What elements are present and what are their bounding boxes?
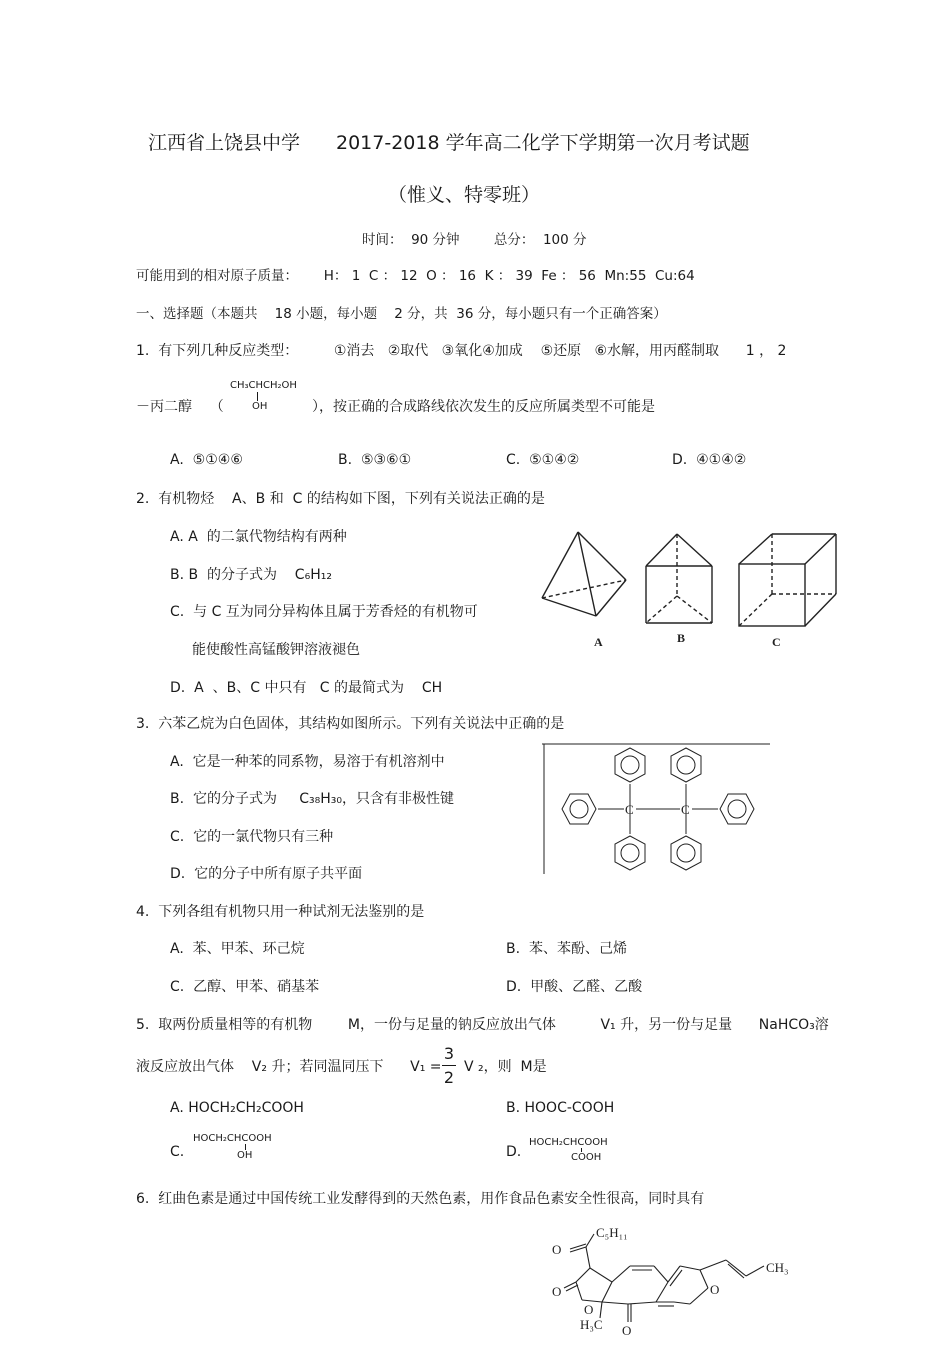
q5-option-d-top: HOCH₂CHCOOH xyxy=(529,1137,608,1148)
q5-option-c-top: HOCH₂CHCOOH xyxy=(193,1133,272,1144)
atom-label-o: O xyxy=(552,1284,562,1299)
atom-label-o: O xyxy=(584,1302,594,1317)
q4-stem: 4. 下列各组有机物只用一种试剂无法鉴别的是 xyxy=(136,904,425,920)
paper-subtitle: （惟义、特零班） xyxy=(388,184,541,206)
q5-fraction-numerator: 3 xyxy=(443,1044,455,1063)
carbon-label: C xyxy=(681,802,690,817)
q4-option-b: B. 苯、苯酚、己烯 xyxy=(506,941,627,957)
label-c: C xyxy=(772,635,781,649)
benzene-ring xyxy=(720,794,754,824)
benzene-ring xyxy=(615,748,645,782)
q5-stem-line2: 液反应放出气体 V₂ 升；若同温同压下 V₁ = xyxy=(136,1059,442,1075)
atom-label-c5h11: C₅H₁₁ xyxy=(596,1225,628,1240)
q1-stem-line2-prefix: －丙二醇 （ xyxy=(136,399,224,415)
cube-c xyxy=(739,534,836,626)
benzene-ring xyxy=(671,836,701,870)
paper-title: 2017-2018 学年高二化学下学期第一次月考试题 xyxy=(336,132,750,154)
q4-option-c: C. 乙醇、甲苯、硝基苯 xyxy=(170,979,320,995)
atom-label-h3c: H₃C xyxy=(580,1317,603,1332)
time-info: 时间： 90 分钟 总分： 100 分 xyxy=(362,232,587,248)
prism-b xyxy=(646,534,712,623)
q2-option-a: A. A 的二氯代物结构有两种 xyxy=(170,529,347,545)
q4-option-a: A. 苯、甲苯、环己烷 xyxy=(170,941,305,957)
q2-stem: 2. 有机物烃 A、B 和 C 的结构如下图，下列有关说法正确的是 xyxy=(136,491,545,507)
q1-structure-bottom: OH xyxy=(252,401,268,412)
q5-option-b: B. HOOC-COOH xyxy=(506,1100,615,1116)
q1-stem-line1: 1. 有下列几种反应类型： ①消去 ②取代 ③氧化④加成 ⑤还原 ⑥水解，用丙醛制取 1 ， 2 xyxy=(136,343,787,359)
q1-option-b: B. ⑤③⑥① xyxy=(338,452,412,468)
q4-option-d: D. 甲酸、乙醛、乙酸 xyxy=(506,979,643,995)
q1-structure-top: CH₃CHCH₂OH xyxy=(230,380,297,391)
q1-structure xyxy=(230,380,297,413)
q2-figure xyxy=(536,528,846,658)
q1-stem-line2-suffix: ），按正确的合成路线依次发生的反应所属类型不可能是 xyxy=(312,399,655,415)
benzene-ring xyxy=(671,748,701,782)
q2-option-c-line2: 能使酸性高锰酸钾溶液褪色 xyxy=(192,642,360,658)
carbon-label: C xyxy=(625,802,634,817)
q5-option-d-structure xyxy=(529,1137,608,1163)
q3-stem: 3. 六苯乙烷为白色固体，其结构如图所示。下列有关说法中正确的是 xyxy=(136,716,565,732)
q5-fraction xyxy=(442,1044,456,1087)
q6-monascus-pigment-figure xyxy=(540,1222,800,1343)
q1-option-a: A. ⑤①④⑥ xyxy=(170,452,243,468)
q3-hexaphenylethane-figure xyxy=(542,742,772,876)
q2-option-d: D. A 、B、C 中只有 C 的最简式为 CH xyxy=(170,680,443,696)
q5-option-c-label: C. xyxy=(170,1144,185,1160)
atomic-mass-line: 可能用到的相对原子质量： H： 1 C ： 12 O ： 16 K ： 39 Fe ： 56 Mn:55 Cu:64 xyxy=(136,268,695,284)
label-a: A xyxy=(594,635,603,649)
tetrahedron-a xyxy=(542,532,626,616)
q5-stem-line1: 5. 取两份质量相等的有机物 M，一份与足量的钠反应放出气体 V₁ 升，另一份与足量 NaHCO₃溶 xyxy=(136,1017,829,1033)
atom-label-o: O xyxy=(710,1282,720,1297)
q6-stem: 6. 红曲色素是通过中国传统工业发酵得到的天然色素，用作食品色素安全性很高，同时具有 xyxy=(136,1191,705,1207)
q5-option-c-bottom: OH xyxy=(237,1150,253,1161)
benzene-ring xyxy=(562,794,596,824)
q5-fraction-denominator: 2 xyxy=(443,1068,455,1087)
q2-option-c-line1: C. 与 C 互为同分异构体且属于芳香烃的有机物可 xyxy=(170,604,478,620)
q5-option-d-label: D. xyxy=(506,1144,522,1160)
atom-label-ch3: CH₃ xyxy=(766,1260,789,1275)
benzene-ring xyxy=(615,836,645,870)
q1-option-d: D. ④①④② xyxy=(672,452,747,468)
q5-stem-line2-tail: V ₂，则 M是 xyxy=(464,1059,547,1075)
q5-option-c-structure xyxy=(193,1133,272,1161)
section-heading: 一、选择题（本题共 18 小题，每小题 2 分，共 36 分，每小题只有一个正确答案） xyxy=(136,306,667,322)
label-b: B xyxy=(677,631,686,645)
q3-option-d: D. 它的分子中所有原子共平面 xyxy=(170,866,363,882)
q1-option-c: C. ⑤①④② xyxy=(506,452,580,468)
paper-title-school: 江西省上饶县中学 xyxy=(148,132,301,154)
q3-option-a: A. 它是一种苯的同系物，易溶于有机溶剂中 xyxy=(170,754,445,770)
q3-option-c: C. 它的一氯代物只有三种 xyxy=(170,829,334,845)
q5-option-d-bottom: COOH xyxy=(571,1152,602,1163)
q2-option-b: B. B 的分子式为 C₆H₁₂ xyxy=(170,567,332,583)
atom-label-o: O xyxy=(552,1242,562,1257)
q3-option-b: B. 它的分子式为 C₃₈H₃₀，只含有非极性键 xyxy=(170,791,454,807)
q1-structure-bond xyxy=(257,392,258,401)
q5-option-a: A. HOCH₂CH₂COOH xyxy=(170,1100,304,1116)
atom-label-o: O xyxy=(622,1323,632,1338)
q5-fraction-bar xyxy=(442,1065,456,1066)
